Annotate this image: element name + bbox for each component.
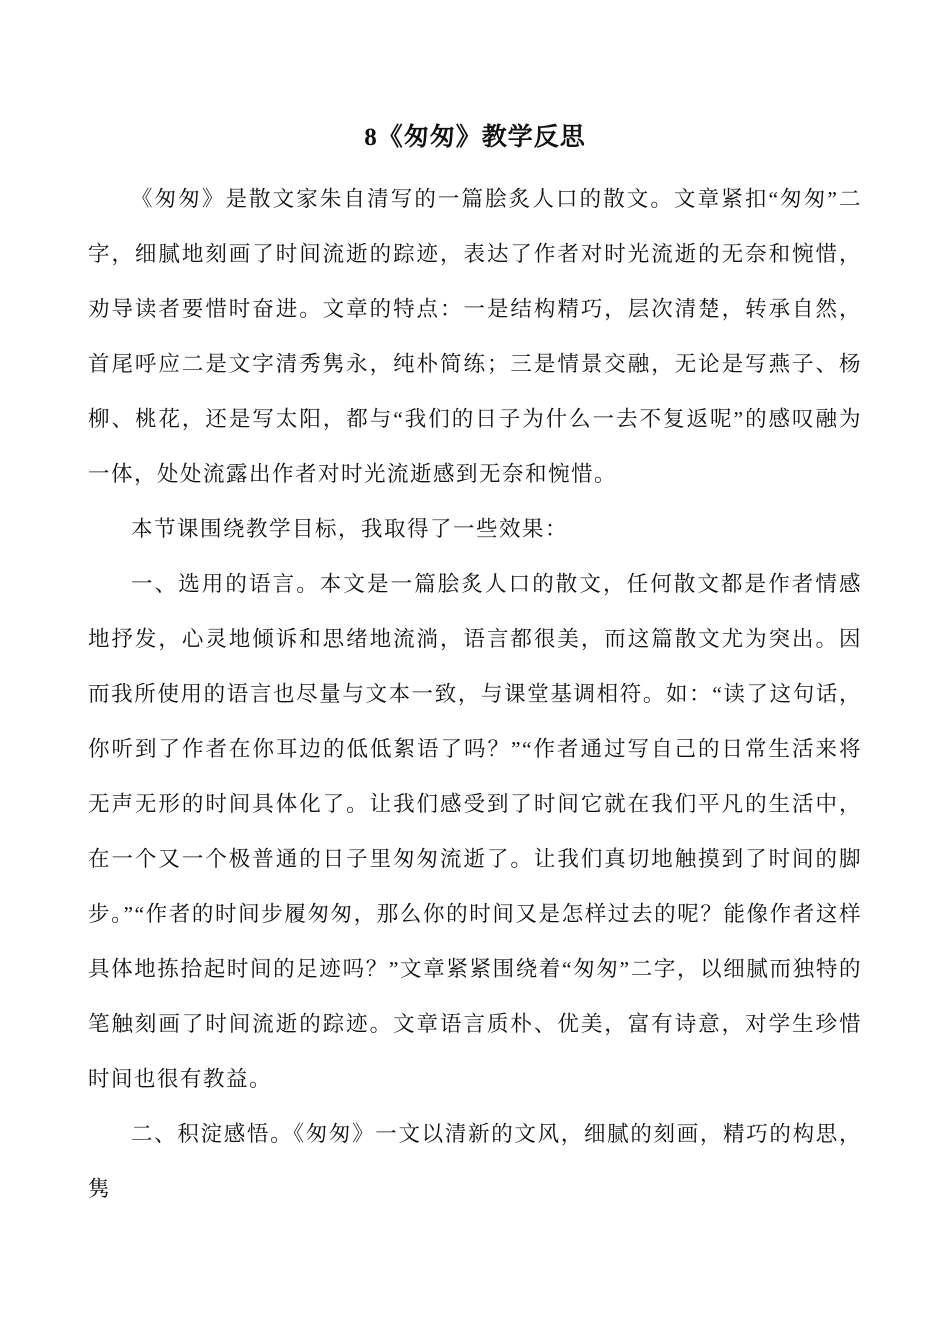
document-title: 8《匆匆》教学反思 <box>364 124 586 151</box>
paragraph-point-two: 二、积淀感悟。《匆匆》一文以清新的文风，细腻的刻画，精巧的构思，隽 <box>88 1122 862 1201</box>
paragraph-intro: 《匆匆》是散文家朱自清写的一篇脍炙人口的散文。文章紧扣“匆匆”二字，细腻地刻画了时间流逝的踪迹，表达了作者对时光流逝的无奈和惋惜，劝导读者要惜时奋进。文章的特点：一是结构精巧，层次清楚，转承自然，首尾呼应二是文字清秀隽永，纯朴简练；三是情景交融，无论是写燕子、杨柳、桃花，还是写太阳，都与“我们的日子为什么一去不复返呢”的感叹融为一体，处处流露出作者对时光流逝感到无奈和惋惜。 <box>88 187 862 486</box>
paragraph-lead-in: 本节课围绕教学目标，我取得了一些效果： <box>131 517 569 541</box>
paragraph-point-one: 一、选用的语言。本文是一篇脍炙人口的散文，任何散文都是作者情感地抒发，心灵地倾诉和思绪地流淌，语言都很美，而这篇散文尤为突出。因而我所使用的语言也尽量与文本一致，与课堂基调相符。如：“读了这句话，你听到了作者在你耳边的低低絮语了吗？”“作者通过写自己的日常生活来将无声无形的时间具体化了。让我们感受到了时间它就在我们平凡的生活中，在一个又一个极普通的日子里匆匆流逝了。让我们真切地触摸到了时间的脚步。”“作者的时间步履匆匆，那么你的时间又是怎样过去的呢？能像作者这样具体地拣拾起时间的足迹吗？”文章紧紧围绕着“匆匆”二字，以细腻而独特的笔触刻画了时间流逝的踪迹。文章语言质朴、优美，富有诗意，对学生珍惜时间也很有教益。 <box>88 572 862 1091</box>
